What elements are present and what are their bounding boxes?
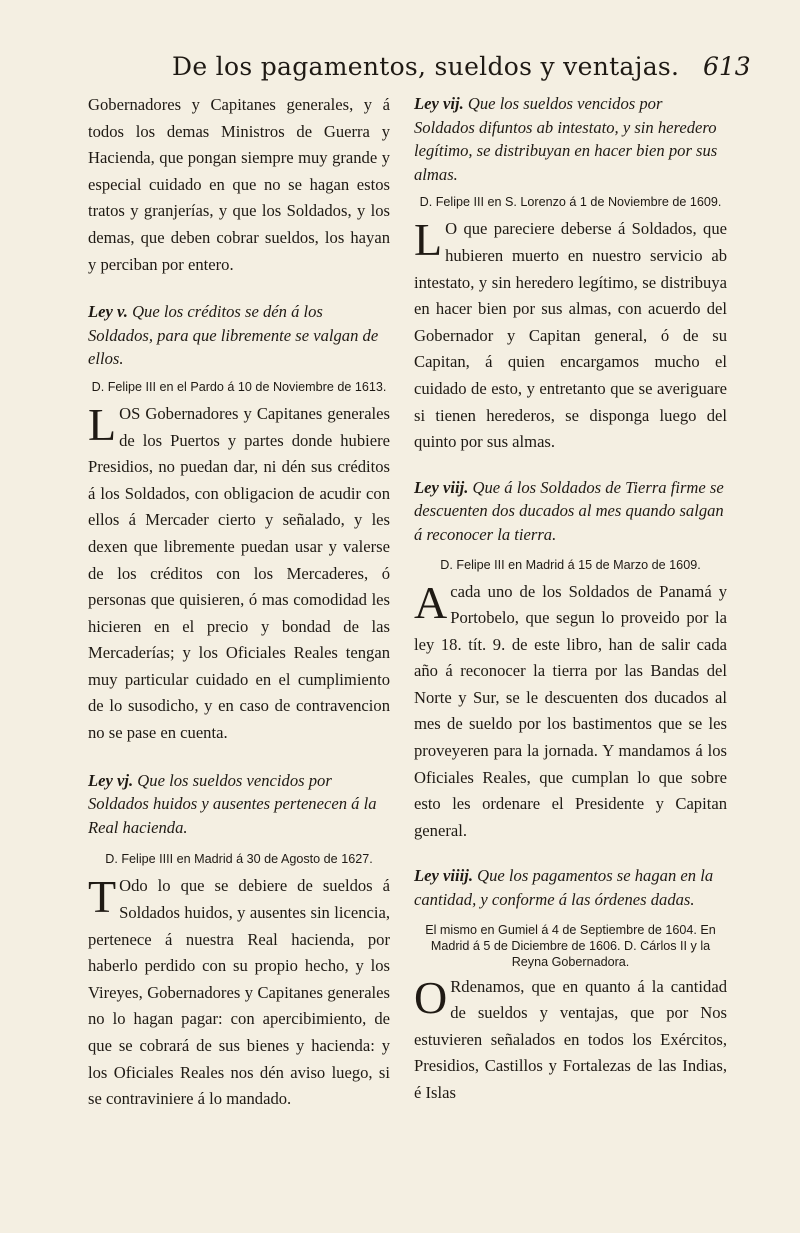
law-7-title: Que los sueldos vencidos por Soldados difuntos ab intestato, y sin heredero legítimo, se distribuyan en hacer bien por sus almas. — [414, 94, 718, 184]
law-9-date: El mismo en Gumiel á 4 de Septiembre de 1604. En Madrid á 5 de Diciembre de 1606. D. Cárlos II y la Reyna Gobernadora. — [425, 922, 716, 969]
law-8 — [414, 476, 727, 845]
law-9 — [414, 864, 727, 1106]
law-5 — [88, 300, 390, 747]
page-number: 613 — [703, 52, 751, 81]
law-5-dropcap: L — [88, 398, 117, 450]
law-6-heading — [88, 769, 390, 840]
law-7-date: D. Felipe III en S. Lorenzo á 1 de Noviembre de 1609. — [419, 195, 722, 210]
law-7-text: O que pareciere deberse á Soldados, que hubieren muerto en nuestro servicio ab intestato, y sin heredero legítimo, se distribuya en hacer bien por sus almas, con acuerdo del Gobernador y Capitan general, ó de su Capitan, á quien encargamos mucho el cuidado de esto, y entretanto que se averiguare si tienen herederos, se disponga luego del quinto por sus almas. — [414, 219, 727, 452]
law-6-label: Ley vj. — [88, 770, 134, 790]
running-header — [0, 52, 800, 92]
law-8-text-block — [414, 576, 727, 845]
law-5-text: OS Gobernadores y Capitanes generales de los Puertos y partes donde hubiere Presidios, no puedan dar, ni dén sus créditos á los Soldados, con obligacion de acudir con ellos á Mercader cierto y señalado, y les dexen que libremente puedan usar y valerse de los créditos con los Mercaderes, ó personas que quisieren, ó mas comodidad les hicieren en el precio y bondad de las Mercaderías; y los Oficiales Reales tengan muy particular cuidado en el cumplimiento de lo susodicho, y en caso de contravencion no se pase en cuenta. — [88, 403, 390, 743]
law-5-heading — [88, 300, 390, 371]
law-9-dropcap: O — [414, 971, 448, 1023]
law-7-label: Ley vij. — [414, 94, 464, 113]
law-8-label: Ley viij. — [414, 477, 469, 497]
law-8-date: D. Felipe III en Madrid á 15 de Marzo de 1609. — [440, 557, 701, 572]
law-6-date: D. Felipe IIII en Madrid á 30 de Agosto de 1627. — [105, 852, 373, 867]
law-6-dropcap: T — [88, 871, 117, 923]
right-column — [414, 92, 727, 1107]
law-6-title: Que los sueldos vencidos por Soldados huidos y ausentes pertenecen á la Real hacienda. — [88, 770, 377, 837]
law-7-heading — [414, 92, 727, 186]
law-7 — [414, 92, 727, 456]
law-6 — [88, 769, 390, 1113]
left-column — [88, 92, 390, 1113]
law-6-text-block — [88, 873, 390, 1112]
law-8-heading — [414, 476, 727, 547]
law-8-text: cada uno de los Soldados de Panamá y Portobelo, que segun lo proveido por la ley 18. tít. 9. de este libro, han de salir cada año á reconocer la tierra por las Bandas del Norte y Sur, se le descuenten dos ducados al mes de sueldo por los bastimentos que se les proveyeren para la jornada. Y mandamos á los Oficiales Reales, que cumplan lo que sobre esto les ordenare el Presidente y Capitan general. — [414, 581, 727, 840]
law-9-text-block — [414, 971, 727, 1107]
law-5-label: Ley v. — [88, 302, 128, 322]
law-7-text-block — [414, 216, 727, 455]
law-8-title: Que á los Soldados de Tierra firme se descuenten dos ducados al mes quando salgan á reconocer la tierra. — [414, 477, 724, 544]
law-9-title: Que los pagamentos se hagan en la cantidad, y conforme á las órdenes dadas. — [414, 866, 714, 910]
law-9-label: Ley viiij. — [414, 866, 473, 886]
running-title: De los pagamentos, sueldos y ventajas. — [172, 52, 680, 81]
law-5-title: Que los créditos se dén á los Soldados, para que libremente se valgan de ellos. — [88, 302, 379, 369]
law-5-text-block — [88, 398, 390, 747]
law-9-heading — [414, 864, 727, 911]
law-5-date: D. Felipe III en el Pardo á 10 de Noviembre de 1613. — [91, 379, 387, 394]
law-6-text: Odo lo que se debiere de sueldos á Soldados huidos, y ausentes sin licencia, pertenece á nuestra Real hacienda, por haberlo perdido con su propio hecho, y los Vireyes, Gobernadores y Capitanes generales no lo hagan pagar: con apercibimiento, de que se cobrará de sus bienes y hacienda: y los Oficiales Reales nos dén aviso luego, si se contraviniere á lo mandado. — [88, 876, 390, 1109]
law-8-dropcap: A — [414, 576, 448, 628]
law-9-text: Rdenamos, que en quanto á la cantidad de sueldos y ventajas, que por Nos estuvieren señalados en todos los Exércitos, Presidios, Castillos y Fortalezas de las Indias, é Islas — [414, 976, 727, 1102]
law-7-dropcap: L — [414, 214, 443, 266]
continued-paragraph: Gobernadores y Capitanes generales, y á todos los demas Ministros de Guerra y Hacienda, que pongan siempre muy grande y especial cuidado en que no se hagan estos tratos y granjerías, y que los Soldados, y los demas, que deben cobrar sueldos, los hayan y perciban por entero. — [88, 95, 390, 274]
